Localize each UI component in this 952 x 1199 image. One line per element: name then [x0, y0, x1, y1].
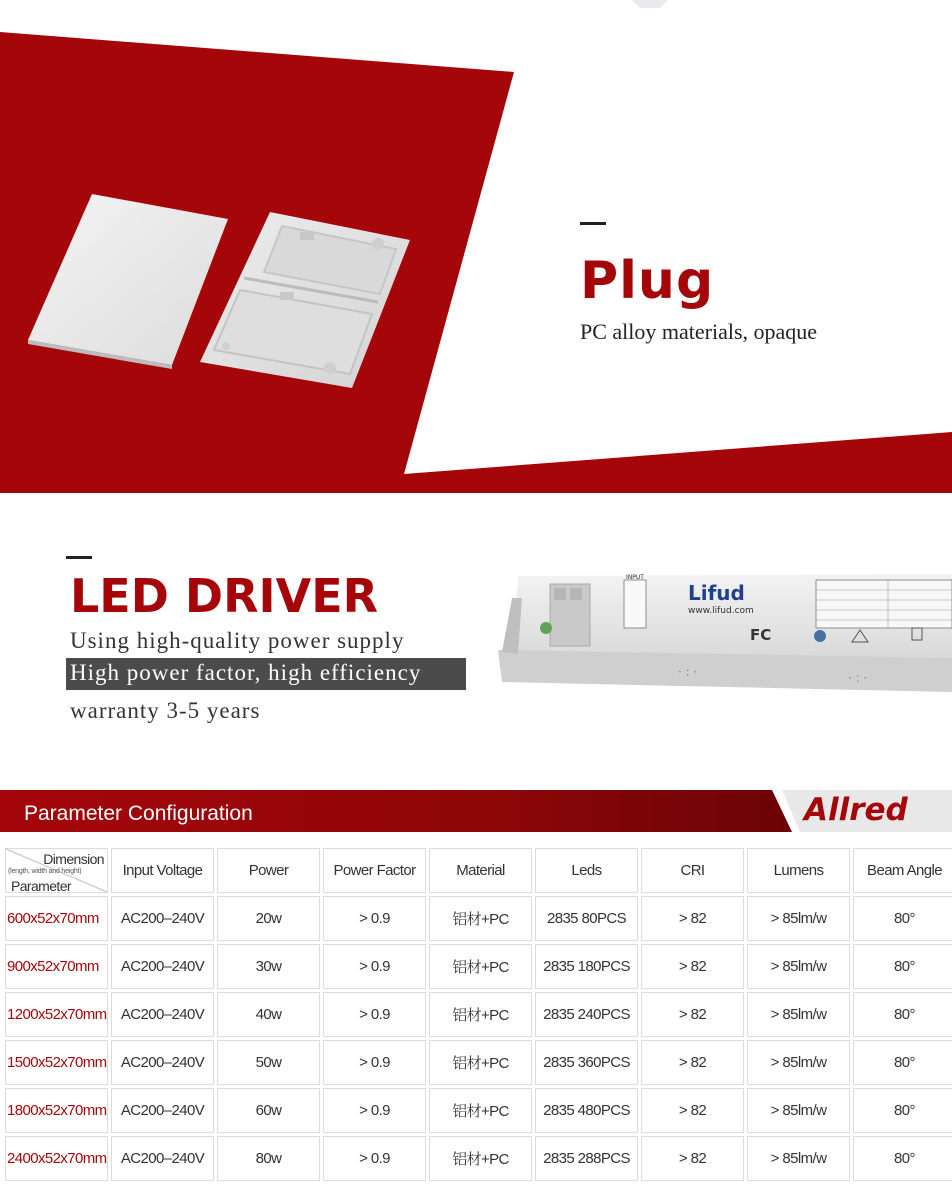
header-dimension: Dimension	[43, 851, 104, 867]
cell-material: 铝材+PC	[429, 944, 532, 989]
cell-lumens: > 85lm/w	[747, 1088, 850, 1133]
driver-line-2-highlight: High power factor, high efficiency	[66, 658, 466, 690]
top-product-edge	[632, 0, 668, 8]
cell-dimension: 600x52x70mm	[5, 896, 108, 941]
cell-input-voltage: AC200–240V	[111, 1088, 214, 1133]
header-beam-angle: Beam Angle	[853, 848, 952, 893]
cell-leds: 2835 288PCS	[535, 1136, 638, 1181]
cell-input-voltage: AC200–240V	[111, 1136, 214, 1181]
parameter-title: Parameter Configuration	[24, 802, 253, 825]
plug-text-block	[580, 222, 817, 345]
driver-label-url: www.lifud.com	[688, 606, 754, 616]
cell-beam-angle: 80°	[853, 896, 952, 941]
parameter-table	[2, 845, 952, 1184]
cell-material: 铝材+PC	[429, 1040, 532, 1085]
cell-power: 60w	[217, 1088, 320, 1133]
plug-subtitle: PC alloy materials, opaque	[580, 319, 818, 344]
header-leds: Leds	[535, 848, 638, 893]
header-parameter: Parameter	[11, 878, 71, 893]
table-row	[5, 896, 952, 941]
cell-dimension: 1800x52x70mm	[5, 1088, 108, 1133]
table-header-row	[5, 848, 952, 893]
cell-material: 铝材+PC	[429, 992, 532, 1037]
cell-leds: 2835 240PCS	[535, 992, 638, 1037]
cell-cri: > 82	[641, 1040, 744, 1085]
cell-leds: 2835 80PCS	[535, 896, 638, 941]
header-cri: CRI	[641, 848, 744, 893]
driver-label-brand: Lifud	[688, 581, 745, 605]
cell-input-voltage: AC200–240V	[111, 896, 214, 941]
cell-power: 20w	[217, 896, 320, 941]
cell-leds: 2835 360PCS	[535, 1040, 638, 1085]
cell-cri: > 82	[641, 896, 744, 941]
cell-beam-angle: 80°	[853, 1040, 952, 1085]
cell-power: 40w	[217, 992, 320, 1037]
table-row	[5, 992, 952, 1037]
cell-cri: > 82	[641, 1088, 744, 1133]
cell-input-voltage: AC200–240V	[111, 944, 214, 989]
cell-lumens: > 85lm/w	[747, 1040, 850, 1085]
cell-power-factor: > 0.9	[323, 1136, 426, 1181]
cell-lumens: > 85lm/w	[747, 896, 850, 941]
cell-lumens: > 85lm/w	[747, 944, 850, 989]
table-row	[5, 944, 952, 989]
header-dimension-parameter	[5, 848, 108, 893]
cell-cri: > 82	[641, 1136, 744, 1181]
cell-cri: > 82	[641, 944, 744, 989]
cell-beam-angle: 80°	[853, 1136, 952, 1181]
plug-section	[0, 0, 952, 500]
driver-line-3: warranty 3-5 years	[70, 697, 261, 723]
driver-label-input: INPUT	[626, 574, 644, 581]
cell-material: 铝材+PC	[429, 896, 532, 941]
driver-title: LED DRIVER	[70, 569, 379, 623]
cell-beam-angle: 80°	[853, 1088, 952, 1133]
table-row	[5, 1040, 952, 1085]
cell-beam-angle: 80°	[853, 992, 952, 1037]
table-row	[5, 1136, 952, 1181]
led-driver-section	[0, 500, 952, 755]
header-dimension-note: (length, width and height)	[8, 868, 82, 875]
cell-power: 50w	[217, 1040, 320, 1085]
cell-power-factor: > 0.9	[323, 1040, 426, 1085]
table-row	[5, 1088, 952, 1133]
header-lumens: Lumens	[747, 848, 850, 893]
cell-lumens: > 85lm/w	[747, 1136, 850, 1181]
driver-text-block	[66, 556, 466, 724]
cell-material: 铝材+PC	[429, 1136, 532, 1181]
driver-dash	[66, 556, 92, 559]
cell-dimension: 1200x52x70mm	[5, 992, 108, 1037]
driver-label-fc: FC	[750, 626, 772, 644]
svg-text:· : ·: · : ·	[678, 665, 698, 679]
cell-input-voltage: AC200–240V	[111, 992, 214, 1037]
cell-leds: 2835 180PCS	[535, 944, 638, 989]
cell-beam-angle: 80°	[853, 944, 952, 989]
cell-power-factor: > 0.9	[323, 1088, 426, 1133]
cell-dimension: 2400x52x70mm	[5, 1136, 108, 1181]
cell-power-factor: > 0.9	[323, 992, 426, 1037]
cell-dimension: 900x52x70mm	[5, 944, 108, 989]
cell-cri: > 82	[641, 992, 744, 1037]
led-driver-image	[498, 570, 952, 700]
header-power: Power	[217, 848, 320, 893]
cell-power-factor: > 0.9	[323, 944, 426, 989]
header-material: Material	[429, 848, 532, 893]
cell-dimension: 1500x52x70mm	[5, 1040, 108, 1085]
driver-line-1: Using high-quality power supply	[70, 627, 405, 653]
plug-title: Plug	[580, 251, 715, 311]
svg-text:· : ·: · : ·	[848, 671, 868, 685]
header-input-voltage: Input Voltage	[111, 848, 214, 893]
cell-power-factor: > 0.9	[323, 896, 426, 941]
cell-power: 30w	[217, 944, 320, 989]
brand-logo: Allred	[804, 792, 908, 828]
cell-material: 铝材+PC	[429, 1088, 532, 1133]
cell-power: 80w	[217, 1136, 320, 1181]
cell-lumens: > 85lm/w	[747, 992, 850, 1037]
parameter-header	[0, 790, 952, 832]
header-power-factor: Power Factor	[323, 848, 426, 893]
plug-dash	[580, 222, 606, 225]
cell-input-voltage: AC200–240V	[111, 1040, 214, 1085]
cell-leds: 2835 480PCS	[535, 1088, 638, 1133]
